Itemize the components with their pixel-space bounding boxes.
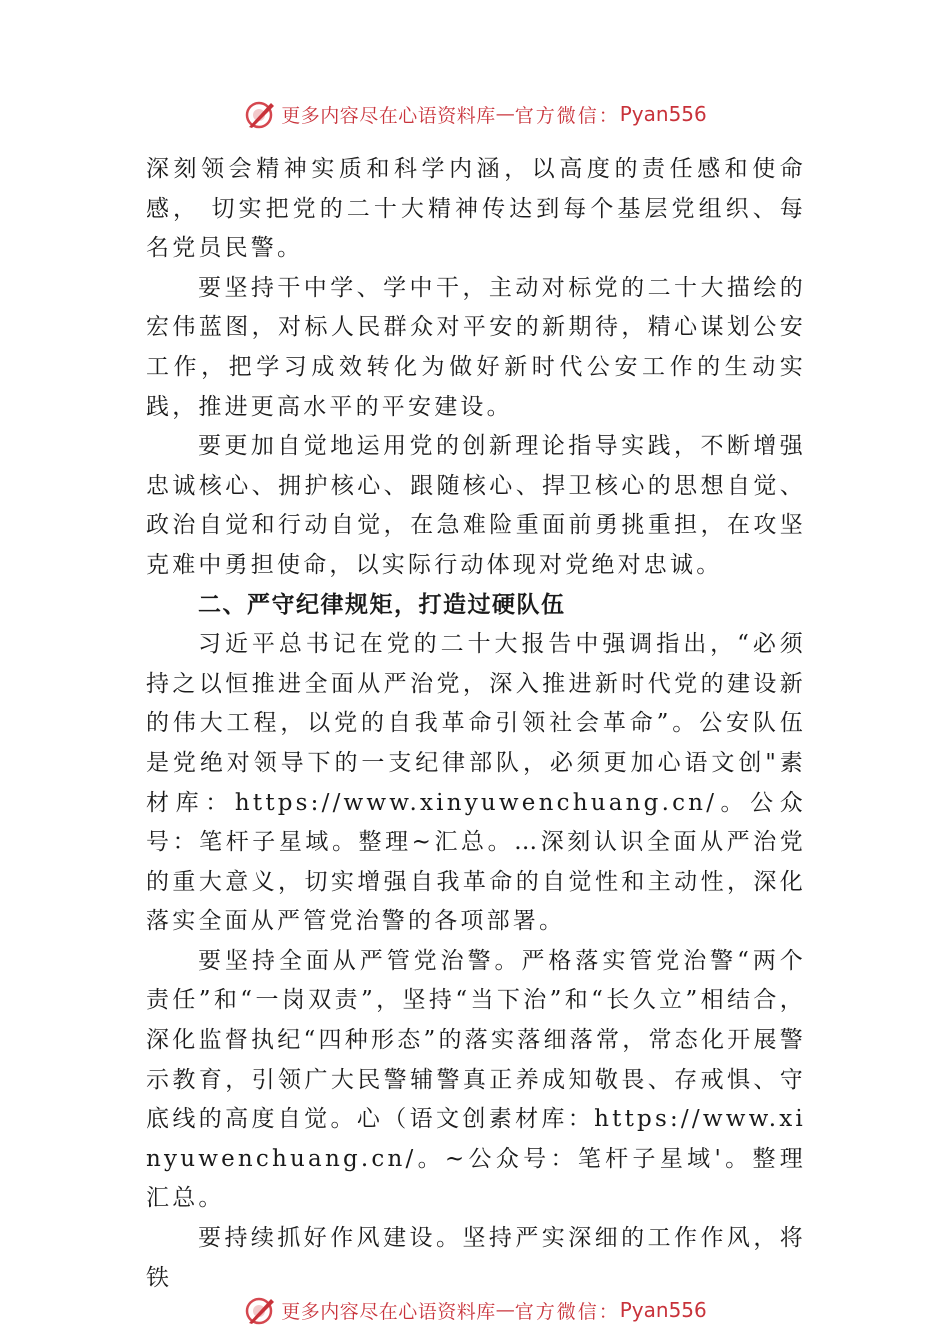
header-wechat-label: 官方微信： bbox=[514, 104, 620, 127]
paragraph-1: 深刻领会精神实质和科学内涵，以高度的责任感和使命感， 切实把党的二十大精神传达到每个基层党组织、每名党员民警。 bbox=[146, 156, 806, 262]
paragraph-2: 要坚持干中学、学中干，主动对标党的二十大描绘的宏伟蓝图，对标人民群众对平安的新期待，精心谋划公安工作，把学习成效转化为做好新时代公安工作的生动实践，推进更高水平的平安建设。 bbox=[146, 274, 806, 420]
section-heading-2: 二、严守纪律规矩，打造过硬队伍 bbox=[198, 591, 566, 618]
document-body bbox=[146, 150, 806, 1298]
paragraph-3: 要更加自觉地运用党的创新理论指导实践，不断增强忠诚核心、拥护核心、跟随核心、捍卫核心的思想自觉、政治自觉和行动自觉，在急难险重面前勇挑重担，在攻坚克难中勇担使命，以实际行动体现对党绝对忠诚。 bbox=[146, 433, 806, 578]
footer-wechat-id: Pyan556 bbox=[619, 1298, 707, 1322]
paragraph-4: 习近平总书记在党的二十大报告中强调指出，“必须持之以恒推进全面从严治党，深入推进新时代党的建设新的伟大工程，以党的自我革命引领社会革命”。公安队伍是党绝对领导下的一支纪律部队，必须更加心语文创"素材库：https://www.xinyuwenchuang.cn/。公众号：笔杆子星域。整理~汇总。…深刻认识全面从严治党的重大意义，切实增强自我革命的自觉性和主动性，深化落实全面从严管党治警的各项部署。 bbox=[146, 631, 806, 935]
header-banner bbox=[0, 94, 950, 134]
footer-site-text: 更多内容尽在心语资料库 bbox=[281, 1300, 496, 1323]
paragraph-6: 要持续抓好作风建设。坚持严实深细的工作作风，将铁 bbox=[146, 1225, 806, 1291]
brush-logo-icon bbox=[243, 1293, 277, 1327]
header-wechat-id: Pyan556 bbox=[619, 102, 707, 126]
footer-banner bbox=[0, 1290, 950, 1330]
brush-logo-icon bbox=[243, 97, 277, 131]
header-dash: — bbox=[495, 103, 515, 125]
paragraph-5: 要坚持全面从严管党治警。严格落实管党治警“两个责任”和“一岗双责”，坚持“当下治”和“长久立”相结合，深化监督执纪“四种形态”的落实落细落常，常态化开展警示教育，引领广大民警辅警真正养成知敬畏、存戒惧、守底线的高度自觉。心（语文创素材库：https://www.xinyuwenchuang.cn/。~公众号：笔杆子星域'。整理汇总。 bbox=[146, 947, 806, 1212]
footer-dash: — bbox=[495, 1299, 515, 1321]
footer-wechat-label: 官方微信： bbox=[514, 1300, 620, 1323]
header-site-text: 更多内容尽在心语资料库 bbox=[281, 104, 496, 127]
